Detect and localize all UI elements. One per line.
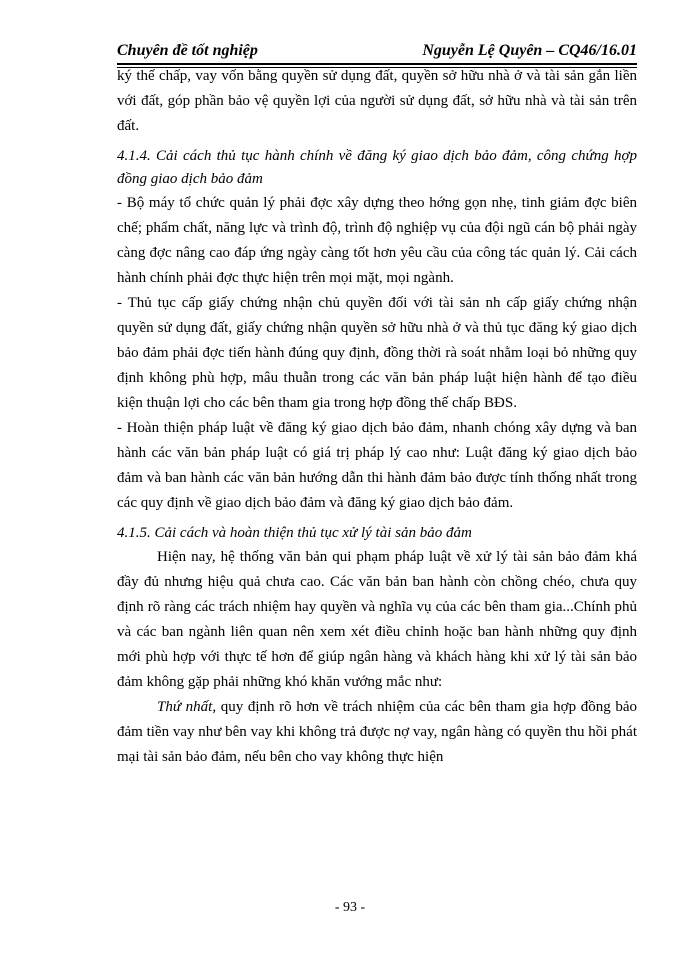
section-heading-4-1-5: 4.1.5. Cải cách và hoàn thiện thủ tục xử lý tài sản bảo đảm bbox=[117, 525, 472, 541]
paragraph-intro: ký thế chấp, vay vốn bằng quyền sử dụng đất, quyền sở hữu nhà ở và tài sản gắn liền với đất, góp phần bảo vệ quyền lợi của người sử dụng đất, sở hữu nhà và tài sản trên đất. bbox=[117, 68, 637, 134]
page-number: - 93 - bbox=[334, 900, 366, 915]
header-right-author: Nguyễn Lệ Quyên – CQ46/16.01 bbox=[422, 42, 637, 59]
paragraph-body-2-text: , quy định rõ hơn về trách nhiệm của các bên tham gia hợp đồng bảo đảm tiền vay như bên vay khi không trả được nợ vay, ngân hàng có quyền thu hồi phát mại tài sản bảo đảm, nếu bên cho vay không thực hiện bbox=[117, 699, 638, 765]
paragraph-bullet-3: - Hoàn thiện pháp luật về đăng ký giao dịch bảo đảm, nhanh chóng xây dựng và ban hành các văn bản pháp luật có giá trị pháp lý cao như: Luật đăng ký giao dịch bảo đảm và ban hành các văn bản hướng dẫn thi hành đảm bảo được tính thống nhất trong các quy định về giao dịch bảo đảm và đăng ký giao dịch bảo đảm. bbox=[117, 420, 637, 511]
paragraph-body-1: Hiện nay, hệ thống văn bản qui phạm pháp luật về xử lý tài sản bảo đảm khá đầy đủ nhưng hiệu quả chưa cao. Các văn bản ban hành còn chồng chéo, chưa quy định rõ ràng các trách nhiệm hay quyền và nghĩa vụ của các bên tham gia...Chính phủ và các ban ngành liên quan nên xem xét điều chỉnh hoặc ban hành những quy định mới phù hợp với thực tế hơn để giúp ngân hàng và khách hàng khi xử lý tài sản bảo đảm không gặp phải những khó khăn vướng mắc như: bbox=[117, 549, 637, 690]
page-header bbox=[117, 38, 637, 66]
paragraph-bullet-1: - Bộ máy tổ chức quản lý phải đợc xây dựng theo hớng gọn nhẹ, tinh giảm đợc biên chế; phẩm chất, năng lực và trình độ, trình độ nghiệp vụ của đội ngũ cán bộ phải ngày càng đợc nâng cao đáp ứng ngày càng tốt hơn yêu cầu của công tác quản lý. Cải cách hành chính phải đợc thực hiện trên mọi mặt, mọi ngành. bbox=[117, 195, 637, 286]
paragraph-body-2 bbox=[117, 695, 637, 770]
paragraph-bullet-2: - Thủ tục cấp giấy chứng nhận chủ quyền đối với tài sản nh cấp giấy chứng nhận quyền sử dụng đất, giấy chứng nhận quyền sở hữu nhà ở và thủ tục đăng ký giao dịch bảo đảm phải đợc tiến hành đúng quy định, đồng thời rà soát nhằm loại bỏ những quy định không phù hợp, mâu thuẫn trong các văn bản pháp luật hiện hành để tạo điều kiện thuận lợi cho các bên tham gia trong hợp đồng thế chấp BĐS. bbox=[117, 295, 637, 411]
header-left-title: Chuyên đề tốt nghiệp bbox=[117, 42, 258, 59]
emphasis-lead: Thứ nhất bbox=[157, 699, 213, 715]
section-heading-4-1-4: 4.1.4. Cải cách thủ tục hành chính về đăng ký giao dịch bảo đảm, công chứng hợp đồng giao dịch bảo đảm bbox=[117, 148, 637, 187]
body-text bbox=[117, 64, 637, 770]
